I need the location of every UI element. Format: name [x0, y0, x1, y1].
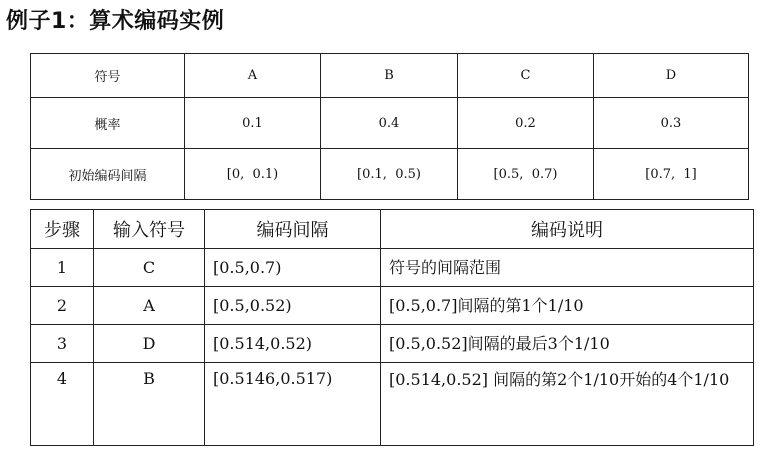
- probability-cell: 0.2: [458, 98, 594, 149]
- steps-table: [30, 209, 754, 446]
- symbol-cell: A: [94, 287, 205, 325]
- step-cell: 1: [31, 249, 94, 287]
- row-label-interval: 初始编码间隔: [31, 149, 185, 200]
- symbol-row: [31, 54, 749, 98]
- header-interval: 编码间隔: [205, 210, 381, 249]
- interval-cell: [0.5,0.52): [205, 287, 381, 325]
- interval-cell: [0.5, 0.7): [458, 149, 594, 200]
- table-row: [31, 363, 754, 446]
- table-row: [31, 249, 754, 287]
- probability-table: [30, 53, 749, 200]
- row-label-symbol: 符号: [31, 54, 185, 98]
- header-input-symbol: 输入符号: [94, 210, 205, 249]
- steps-header-row: [31, 210, 754, 249]
- probability-cell: 0.1: [185, 98, 321, 149]
- interval-cell: [0, 0.1): [185, 149, 321, 200]
- probability-cell: 0.4: [321, 98, 458, 149]
- symbol-cell: D: [94, 325, 205, 363]
- row-label-probability: 概率: [31, 98, 185, 149]
- symbol-cell: D: [594, 54, 749, 98]
- note-cell: [0.514,0.52] 间隔的第2个1/10开始的4个1/10: [381, 363, 754, 446]
- interval-cell: [0.1, 0.5): [321, 149, 458, 200]
- step-cell: 3: [31, 325, 94, 363]
- interval-cell: [0.5,0.7): [205, 249, 381, 287]
- interval-cell: [0.7, 1]: [594, 149, 749, 200]
- step-cell: 2: [31, 287, 94, 325]
- symbol-cell: C: [94, 249, 205, 287]
- step-cell: 4: [31, 363, 94, 446]
- note-cell: [0.5,0.7]间隔的第1个1/10: [381, 287, 754, 325]
- table-row: [31, 325, 754, 363]
- note-cell: 符号的间隔范围: [381, 249, 754, 287]
- interval-row: [31, 149, 749, 200]
- symbol-cell: B: [321, 54, 458, 98]
- symbol-cell: A: [185, 54, 321, 98]
- symbol-cell: C: [458, 54, 594, 98]
- probability-row: [31, 98, 749, 149]
- header-step: 步骤: [31, 210, 94, 249]
- note-cell: [0.5,0.52]间隔的最后3个1/10: [381, 325, 754, 363]
- header-note: 编码说明: [381, 210, 754, 249]
- table-row: [31, 287, 754, 325]
- interval-cell: [0.514,0.52): [205, 325, 381, 363]
- symbol-cell: B: [94, 363, 205, 446]
- probability-cell: 0.3: [594, 98, 749, 149]
- interval-cell: [0.5146,0.517): [205, 363, 381, 446]
- page-title: 例子1：算术编码实例: [6, 9, 225, 34]
